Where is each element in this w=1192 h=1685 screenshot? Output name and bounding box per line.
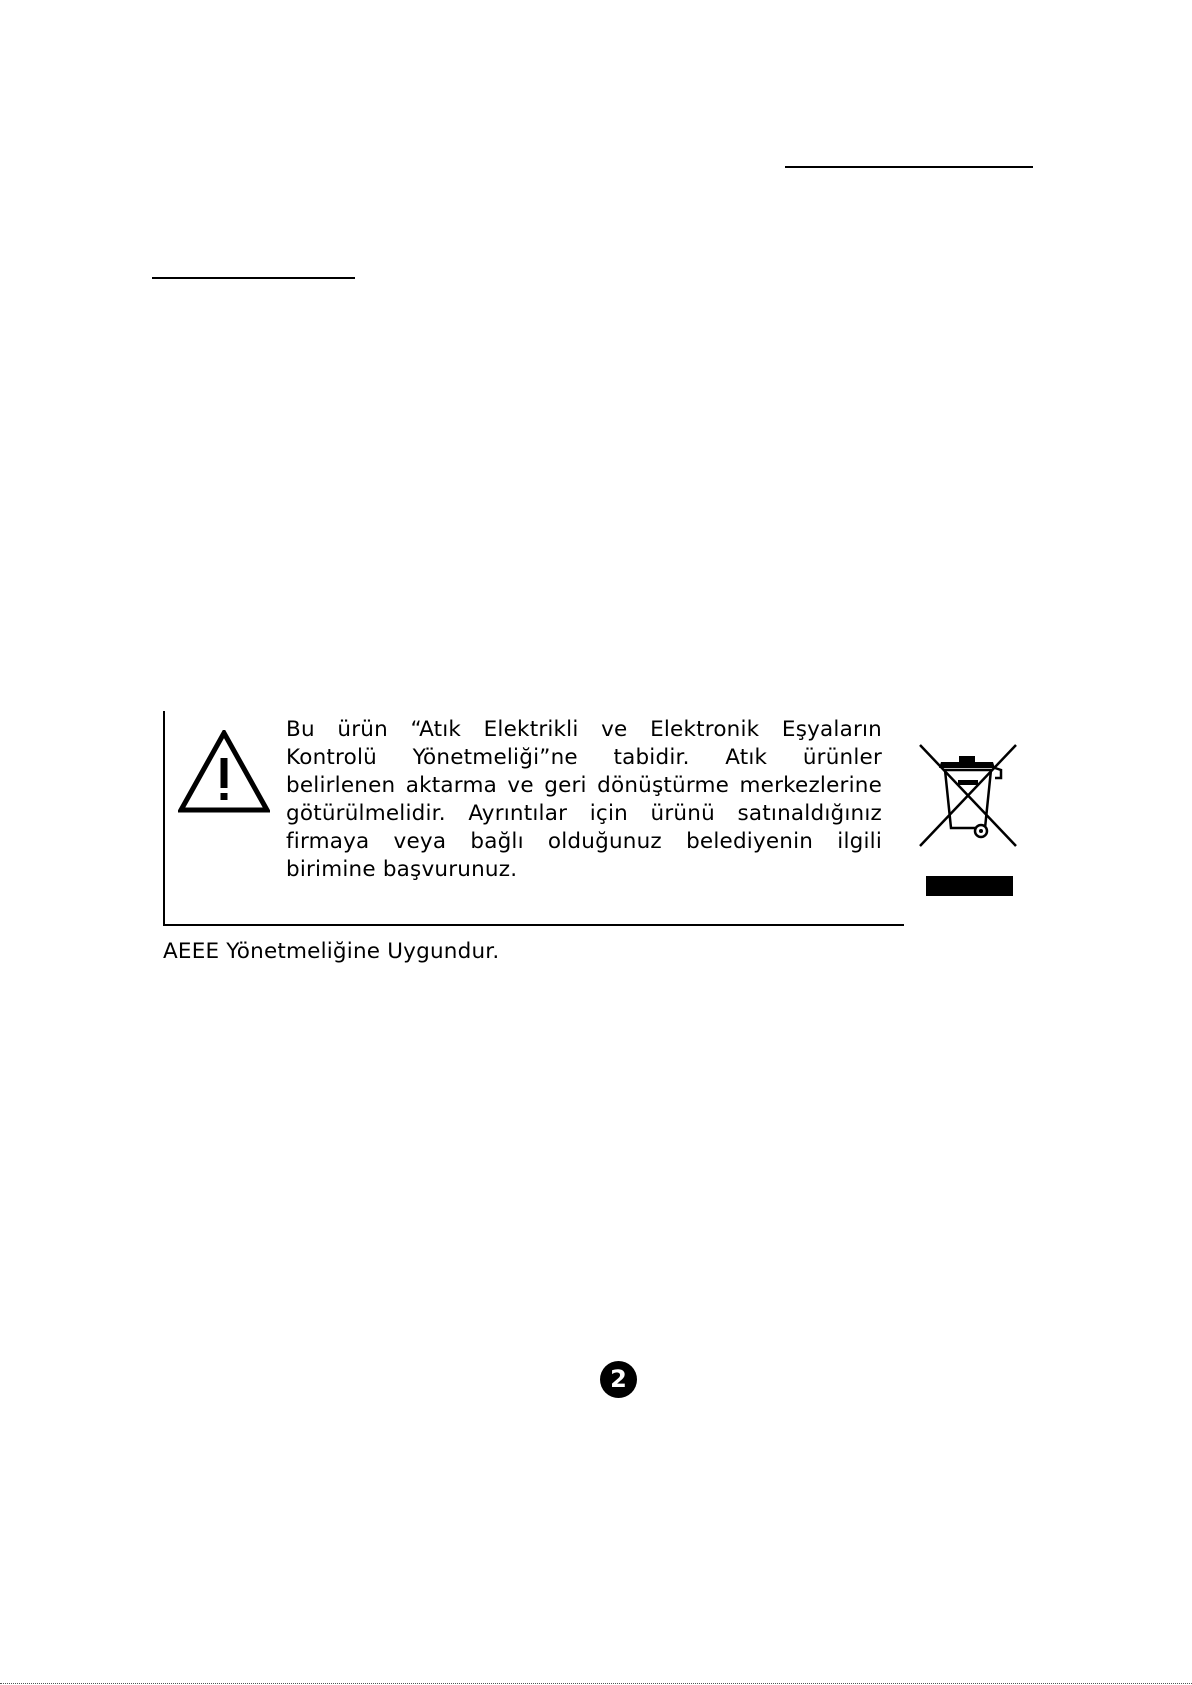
compliance-statement: AEEE Yönetmeliğine Uygundur.: [163, 939, 500, 964]
weee-notice-text: Bu ürün “Atık Elektrikli ve Elektronik Eşyaların Kontrolü Yönetmeliği”ne tabidir. Atık ürünler belirlenen aktarma ve geri dönüştürme merkezlerine götürülmelidir. Ayrıntılar için ürünü satınaldığınız firmaya veya bağlı olduğunuz belediyenin ilgili birimine başvurunuz.: [286, 717, 882, 882]
page-number-badge: 2: [600, 1361, 637, 1398]
bottom-edge-rule: [0, 1683, 1192, 1684]
warning-triangle-icon: [178, 730, 270, 813]
weee-marking-bar: [926, 876, 1013, 896]
crossed-out-wheelie-bin-icon: [915, 740, 1021, 850]
left-rule: [152, 277, 355, 279]
top-right-rule: [785, 166, 1033, 168]
